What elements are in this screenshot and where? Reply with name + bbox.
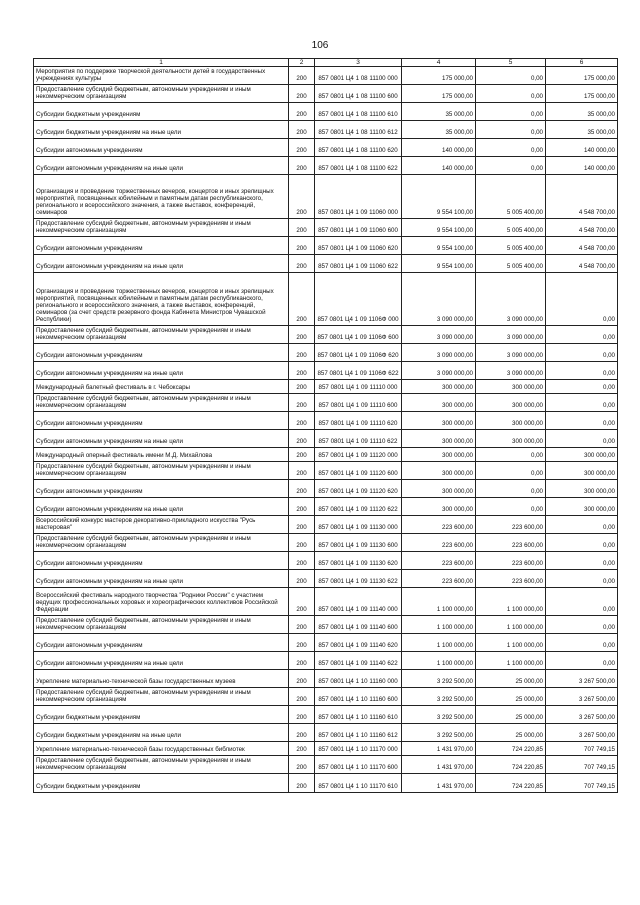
- table-row: [34, 411, 618, 429]
- budget-code-cell: 857 0801 Ц4 1 09 11140 622: [315, 651, 402, 669]
- item-name-cell: Субсидии бюджетным учреждениям: [34, 102, 289, 120]
- amount-total-cell: 300 000,00: [402, 393, 476, 411]
- amount-col6-cell: 0,00: [546, 411, 618, 429]
- table-row: [34, 120, 618, 138]
- item-name-cell: Предоставление субсидий бюджетным, автономным учреждениям и иным некоммерческим организациям: [34, 393, 289, 411]
- table-row: [34, 84, 618, 102]
- amount-total-cell: 300 000,00: [402, 379, 476, 393]
- item-name-cell: Организация и проведение торжественных вечеров, концертов и иных зрелищных мероприятий, посвященных юбилейным и памятным датам республиканского, регионального и всероссийского значения, а также выставок, конференций, семинаров: [34, 174, 289, 218]
- budget-code-cell: 857 0801 Ц4 1 09 11060 600: [315, 218, 402, 236]
- amount-total-cell: 9 554 100,00: [402, 236, 476, 254]
- item-name-cell: Субсидии автономным учреждениям: [34, 479, 289, 497]
- grbs-cell: 200: [289, 67, 315, 84]
- budget-code-cell: 857 0801 Ц4 1 08 11100 610: [315, 102, 402, 120]
- amount-total-cell: 300 000,00: [402, 447, 476, 461]
- grbs-cell: 200: [289, 615, 315, 633]
- item-name-cell: Субсидии бюджетным учреждениям на иные цели: [34, 723, 289, 741]
- amount-col5-cell: 724 220,85: [476, 773, 546, 792]
- amount-col6-cell: 0,00: [546, 587, 618, 615]
- table-row: [34, 479, 618, 497]
- item-name-cell: Предоставление субсидий бюджетным, автономным учреждениям и иным некоммерческим организациям: [34, 687, 289, 705]
- table-row: [34, 174, 618, 218]
- grbs-cell: 200: [289, 361, 315, 379]
- item-name-cell: Укрепление материально-технической базы государственных библиотек: [34, 741, 289, 755]
- item-name-cell: Субсидии автономным учреждениям на иные цели: [34, 429, 289, 447]
- table-row: [34, 156, 618, 174]
- amount-col5-cell: 1 100 000,00: [476, 633, 546, 651]
- amount-col6-cell: 0,00: [546, 325, 618, 343]
- amount-col6-cell: 0,00: [546, 633, 618, 651]
- amount-total-cell: 140 000,00: [402, 156, 476, 174]
- amount-total-cell: 300 000,00: [402, 411, 476, 429]
- amount-col5-cell: 300 000,00: [476, 429, 546, 447]
- item-name-cell: Предоставление субсидий бюджетным, автономным учреждениям и иным некоммерческим организациям: [34, 84, 289, 102]
- amount-col5-cell: 223 600,00: [476, 533, 546, 551]
- grbs-cell: 200: [289, 741, 315, 755]
- grbs-cell: 200: [289, 723, 315, 741]
- table-row: [34, 569, 618, 587]
- budget-table: [33, 58, 618, 793]
- budget-code-cell: 857 0801 Ц4 1 09 11130 600: [315, 533, 402, 551]
- amount-total-cell: 223 600,00: [402, 551, 476, 569]
- amount-total-cell: 1 100 000,00: [402, 615, 476, 633]
- budget-code-cell: 857 0801 Ц4 1 09 11130 620: [315, 551, 402, 569]
- grbs-cell: 200: [289, 429, 315, 447]
- item-name-cell: Организация и проведение торжественных вечеров, концертов и иных зрелищных мероприятий, посвященных юбилейным и памятным датам республиканского, регионального и всероссийского значения, а также выставок, конференций, семинаров (за счет средств резервного фонда Кабинета Министров Чувашской Республики): [34, 272, 289, 325]
- amount-col5-cell: 25 000,00: [476, 669, 546, 687]
- budget-code-cell: 857 0801 Ц4 1 09 11140 620: [315, 633, 402, 651]
- grbs-cell: 200: [289, 156, 315, 174]
- item-name-cell: Субсидии автономным учреждениям на иные цели: [34, 569, 289, 587]
- table-row: [34, 587, 618, 615]
- amount-col5-cell: 300 000,00: [476, 393, 546, 411]
- item-name-cell: Предоставление субсидий бюджетным, автономным учреждениям и иным некоммерческим организациям: [34, 615, 289, 633]
- amount-total-cell: 175 000,00: [402, 84, 476, 102]
- table-row: [34, 343, 618, 361]
- amount-col5-cell: 1 100 000,00: [476, 615, 546, 633]
- grbs-cell: 200: [289, 174, 315, 218]
- grbs-cell: 200: [289, 569, 315, 587]
- amount-col6-cell: 0,00: [546, 533, 618, 551]
- amount-col6-cell: 300 000,00: [546, 479, 618, 497]
- amount-col5-cell: 5 005 400,00: [476, 254, 546, 272]
- budget-code-cell: 857 0801 Ц4 1 09 11130 622: [315, 569, 402, 587]
- amount-col5-cell: 0,00: [476, 479, 546, 497]
- grbs-cell: 200: [289, 272, 315, 325]
- amount-col5-cell: 3 090 000,00: [476, 343, 546, 361]
- amount-col5-cell: 0,00: [476, 461, 546, 479]
- amount-col6-cell: 3 267 500,00: [546, 669, 618, 687]
- grbs-cell: 200: [289, 447, 315, 461]
- item-name-cell: Предоставление субсидий бюджетным, автономным учреждениям и иным некоммерческим организациям: [34, 755, 289, 773]
- amount-col5-cell: 300 000,00: [476, 411, 546, 429]
- amount-total-cell: 3 090 000,00: [402, 343, 476, 361]
- amount-col5-cell: 3 090 000,00: [476, 361, 546, 379]
- grbs-cell: 200: [289, 393, 315, 411]
- amount-total-cell: 9 554 100,00: [402, 174, 476, 218]
- amount-col6-cell: 175 000,00: [546, 84, 618, 102]
- amount-col6-cell: 0,00: [546, 615, 618, 633]
- table-row: [34, 723, 618, 741]
- grbs-cell: 200: [289, 254, 315, 272]
- budget-code-cell: 857 0801 Ц4 1 10 11160 600: [315, 687, 402, 705]
- budget-code-cell: 857 0801 Ц4 1 08 11100 612: [315, 120, 402, 138]
- grbs-cell: 200: [289, 236, 315, 254]
- amount-total-cell: 1 100 000,00: [402, 651, 476, 669]
- budget-code-cell: 857 0801 Ц4 1 10 11170 610: [315, 773, 402, 792]
- amount-col5-cell: 25 000,00: [476, 723, 546, 741]
- header-cell: 4: [402, 59, 476, 67]
- amount-col5-cell: 300 000,00: [476, 379, 546, 393]
- amount-col6-cell: 707 749,15: [546, 755, 618, 773]
- budget-code-cell: 857 0801 Ц4 1 09 1106Ф 000: [315, 272, 402, 325]
- amount-col6-cell: 0,00: [546, 393, 618, 411]
- grbs-cell: 200: [289, 533, 315, 551]
- item-name-cell: Предоставление субсидий бюджетным, автономным учреждениям и иным некоммерческим организациям: [34, 325, 289, 343]
- amount-col6-cell: 300 000,00: [546, 497, 618, 515]
- amount-col5-cell: 0,00: [476, 497, 546, 515]
- table-row: [34, 515, 618, 533]
- amount-col6-cell: 0,00: [546, 379, 618, 393]
- item-name-cell: Субсидии автономным учреждениям на иные цели: [34, 156, 289, 174]
- item-name-cell: Субсидии бюджетным учреждениям на иные цели: [34, 120, 289, 138]
- amount-total-cell: 35 000,00: [402, 120, 476, 138]
- item-name-cell: Субсидии автономным учреждениям: [34, 236, 289, 254]
- table-row: [34, 379, 618, 393]
- amount-total-cell: 1 431 970,00: [402, 773, 476, 792]
- header-cell: 2: [289, 59, 315, 67]
- amount-total-cell: 35 000,00: [402, 102, 476, 120]
- table-row: [34, 447, 618, 461]
- table-row: [34, 67, 618, 84]
- budget-code-cell: 857 0801 Ц4 1 09 11120 620: [315, 479, 402, 497]
- grbs-cell: 200: [289, 102, 315, 120]
- grbs-cell: 200: [289, 651, 315, 669]
- table-row: [34, 272, 618, 325]
- amount-col6-cell: 175 000,00: [546, 67, 618, 84]
- table-row: [34, 651, 618, 669]
- budget-code-cell: 857 0801 Ц4 1 09 1106Ф 600: [315, 325, 402, 343]
- amount-total-cell: 3 090 000,00: [402, 325, 476, 343]
- budget-code-cell: 857 0801 Ц4 1 10 11170 600: [315, 755, 402, 773]
- amount-col6-cell: 0,00: [546, 551, 618, 569]
- table-row: [34, 429, 618, 447]
- amount-total-cell: 3 292 500,00: [402, 687, 476, 705]
- grbs-cell: 200: [289, 379, 315, 393]
- amount-col6-cell: 4 548 700,00: [546, 218, 618, 236]
- amount-col6-cell: 0,00: [546, 343, 618, 361]
- budget-code-cell: 857 0801 Ц4 1 09 11120 600: [315, 461, 402, 479]
- amount-col6-cell: 35 000,00: [546, 102, 618, 120]
- amount-col6-cell: 4 548 700,00: [546, 254, 618, 272]
- amount-col6-cell: 140 000,00: [546, 138, 618, 156]
- grbs-cell: 200: [289, 687, 315, 705]
- item-name-cell: Субсидии автономным учреждениям: [34, 411, 289, 429]
- grbs-cell: 200: [289, 479, 315, 497]
- budget-code-cell: 857 0801 Ц4 1 08 11100 622: [315, 156, 402, 174]
- table-row: [34, 138, 618, 156]
- amount-col6-cell: 0,00: [546, 515, 618, 533]
- table-row: [34, 773, 618, 792]
- amount-total-cell: 3 292 500,00: [402, 723, 476, 741]
- amount-col6-cell: 3 267 500,00: [546, 723, 618, 741]
- page-number: 106: [311, 40, 329, 51]
- budget-code-cell: 857 0801 Ц4 1 09 11110 600: [315, 393, 402, 411]
- grbs-cell: 200: [289, 218, 315, 236]
- grbs-cell: 200: [289, 551, 315, 569]
- budget-code-cell: 857 0801 Ц4 1 10 11160 000: [315, 669, 402, 687]
- table-row: [34, 551, 618, 569]
- item-name-cell: Субсидии бюджетным учреждениям: [34, 705, 289, 723]
- grbs-cell: 200: [289, 461, 315, 479]
- amount-col6-cell: 0,00: [546, 361, 618, 379]
- amount-col6-cell: 0,00: [546, 651, 618, 669]
- header-cell: 1: [34, 59, 289, 67]
- budget-code-cell: 857 0801 Ц4 1 09 11110 622: [315, 429, 402, 447]
- item-name-cell: Субсидии автономным учреждениям: [34, 343, 289, 361]
- table-row: [34, 393, 618, 411]
- table-row: [34, 533, 618, 551]
- budget-code-cell: 857 0801 Ц4 1 10 11160 612: [315, 723, 402, 741]
- amount-col5-cell: 5 005 400,00: [476, 218, 546, 236]
- amount-col5-cell: 3 090 000,00: [476, 272, 546, 325]
- table-row: [34, 741, 618, 755]
- item-name-cell: Всероссийский конкурс мастеров декоративно-прикладного искусства "Русь мастеровая": [34, 515, 289, 533]
- amount-col6-cell: 0,00: [546, 429, 618, 447]
- amount-total-cell: 223 600,00: [402, 569, 476, 587]
- table-row: [34, 461, 618, 479]
- grbs-cell: 200: [289, 343, 315, 361]
- amount-col6-cell: 4 548 700,00: [546, 174, 618, 218]
- amount-total-cell: 1 431 970,00: [402, 755, 476, 773]
- amount-col5-cell: 0,00: [476, 67, 546, 84]
- amount-col5-cell: 0,00: [476, 84, 546, 102]
- amount-col5-cell: 0,00: [476, 102, 546, 120]
- grbs-cell: 200: [289, 515, 315, 533]
- amount-total-cell: 223 600,00: [402, 515, 476, 533]
- item-name-cell: Предоставление субсидий бюджетным, автономным учреждениям и иным некоммерческим организациям: [34, 533, 289, 551]
- amount-total-cell: 1 100 000,00: [402, 633, 476, 651]
- item-name-cell: Субсидии бюджетным учреждениям: [34, 773, 289, 792]
- amount-col5-cell: 1 100 000,00: [476, 587, 546, 615]
- amount-total-cell: 9 554 100,00: [402, 254, 476, 272]
- budget-code-cell: 857 0801 Ц4 1 09 11060 620: [315, 236, 402, 254]
- grbs-cell: 200: [289, 587, 315, 615]
- table-row: [34, 615, 618, 633]
- grbs-cell: 200: [289, 705, 315, 723]
- grbs-cell: 200: [289, 411, 315, 429]
- amount-col5-cell: 3 090 000,00: [476, 325, 546, 343]
- amount-col6-cell: 300 000,00: [546, 447, 618, 461]
- amount-total-cell: 3 090 000,00: [402, 272, 476, 325]
- amount-total-cell: 300 000,00: [402, 497, 476, 515]
- budget-code-cell: 857 0801 Ц4 1 10 11170 000: [315, 741, 402, 755]
- amount-col6-cell: 140 000,00: [546, 156, 618, 174]
- amount-col5-cell: 223 600,00: [476, 551, 546, 569]
- amount-total-cell: 175 000,00: [402, 67, 476, 84]
- budget-code-cell: 857 0801 Ц4 1 09 1106Ф 622: [315, 361, 402, 379]
- grbs-cell: 200: [289, 497, 315, 515]
- table-row: [34, 102, 618, 120]
- budget-code-cell: 857 0801 Ц4 1 09 11140 000: [315, 587, 402, 615]
- grbs-cell: 200: [289, 755, 315, 773]
- table-row: [34, 669, 618, 687]
- amount-col5-cell: 724 220,85: [476, 755, 546, 773]
- amount-col6-cell: 3 267 500,00: [546, 705, 618, 723]
- item-name-cell: Предоставление субсидий бюджетным, автономным учреждениям и иным некоммерческим организациям: [34, 218, 289, 236]
- budget-code-cell: 857 0801 Ц4 1 09 11110 000: [315, 379, 402, 393]
- amount-col5-cell: 0,00: [476, 138, 546, 156]
- budget-code-cell: 857 0801 Ц4 1 08 11100 600: [315, 84, 402, 102]
- amount-total-cell: 1 100 000,00: [402, 587, 476, 615]
- budget-code-cell: 857 0801 Ц4 1 08 11100 620: [315, 138, 402, 156]
- amount-total-cell: 300 000,00: [402, 479, 476, 497]
- grbs-cell: 200: [289, 84, 315, 102]
- amount-col6-cell: 35 000,00: [546, 120, 618, 138]
- header-cell: 5: [476, 59, 546, 67]
- table-row: [34, 325, 618, 343]
- table-row: [34, 361, 618, 379]
- amount-col6-cell: 300 000,00: [546, 461, 618, 479]
- amount-col6-cell: 3 267 500,00: [546, 687, 618, 705]
- budget-code-cell: 857 0801 Ц4 1 08 11100 000: [315, 67, 402, 84]
- item-name-cell: Субсидии автономным учреждениям на иные цели: [34, 361, 289, 379]
- amount-col5-cell: 0,00: [476, 447, 546, 461]
- item-name-cell: Предоставление субсидий бюджетным, автономным учреждениям и иным некоммерческим организациям: [34, 461, 289, 479]
- item-name-cell: Субсидии автономным учреждениям: [34, 633, 289, 651]
- item-name-cell: Международный балетный фестиваль в г. Чебоксары: [34, 379, 289, 393]
- table-row: [34, 218, 618, 236]
- table-row: [34, 254, 618, 272]
- amount-col6-cell: 0,00: [546, 569, 618, 587]
- item-name-cell: Международный оперный фестиваль имени М.Д. Михайлова: [34, 447, 289, 461]
- amount-total-cell: 300 000,00: [402, 461, 476, 479]
- item-name-cell: Субсидии автономным учреждениям на иные цели: [34, 651, 289, 669]
- amount-col5-cell: 223 600,00: [476, 569, 546, 587]
- grbs-cell: 200: [289, 120, 315, 138]
- item-name-cell: Всероссийский фестиваль народного творчества "Родники России" с участием ведущих профессиональных хоровых и хореографических коллективов Российской Федерации: [34, 587, 289, 615]
- budget-code-cell: 857 0801 Ц4 1 09 11120 000: [315, 447, 402, 461]
- amount-col5-cell: 724 220,85: [476, 741, 546, 755]
- amount-col6-cell: 707 749,15: [546, 741, 618, 755]
- table-row: [34, 633, 618, 651]
- header-cell: 6: [546, 59, 618, 67]
- header-cell: 3: [315, 59, 402, 67]
- amount-col6-cell: 0,00: [546, 272, 618, 325]
- header-row: [34, 59, 618, 67]
- budget-code-cell: 857 0801 Ц4 1 09 1106Ф 620: [315, 343, 402, 361]
- table-row: [34, 687, 618, 705]
- item-name-cell: Субсидии автономным учреждениям: [34, 138, 289, 156]
- budget-code-cell: 857 0801 Ц4 1 09 11060 622: [315, 254, 402, 272]
- grbs-cell: 200: [289, 773, 315, 792]
- amount-col5-cell: 0,00: [476, 120, 546, 138]
- grbs-cell: 200: [289, 138, 315, 156]
- amount-col5-cell: 1 100 000,00: [476, 651, 546, 669]
- amount-col5-cell: 5 005 400,00: [476, 236, 546, 254]
- amount-total-cell: 300 000,00: [402, 429, 476, 447]
- amount-col6-cell: 4 548 700,00: [546, 236, 618, 254]
- amount-col5-cell: 5 005 400,00: [476, 174, 546, 218]
- table-row: [34, 236, 618, 254]
- amount-total-cell: 9 554 100,00: [402, 218, 476, 236]
- budget-code-cell: 857 0801 Ц4 1 09 11110 620: [315, 411, 402, 429]
- budget-code-cell: 857 0801 Ц4 1 09 11060 000: [315, 174, 402, 218]
- amount-total-cell: 223 600,00: [402, 533, 476, 551]
- budget-code-cell: 857 0801 Ц4 1 09 11130 000: [315, 515, 402, 533]
- item-name-cell: Субсидии автономным учреждениям на иные цели: [34, 497, 289, 515]
- amount-total-cell: 3 292 500,00: [402, 705, 476, 723]
- amount-col6-cell: 707 749,15: [546, 773, 618, 792]
- grbs-cell: 200: [289, 669, 315, 687]
- amount-col5-cell: 0,00: [476, 156, 546, 174]
- grbs-cell: 200: [289, 633, 315, 651]
- item-name-cell: Субсидии автономным учреждениям на иные цели: [34, 254, 289, 272]
- amount-total-cell: 3 292 500,00: [402, 669, 476, 687]
- item-name-cell: Укрепление материально-технической базы государственных музеев: [34, 669, 289, 687]
- amount-col5-cell: 223 600,00: [476, 515, 546, 533]
- table-row: [34, 705, 618, 723]
- item-name-cell: Субсидии автономным учреждениям: [34, 551, 289, 569]
- amount-total-cell: 3 090 000,00: [402, 361, 476, 379]
- amount-col5-cell: 25 000,00: [476, 687, 546, 705]
- amount-col5-cell: 25 000,00: [476, 705, 546, 723]
- table-row: [34, 497, 618, 515]
- table-row: [34, 755, 618, 773]
- amount-total-cell: 1 431 970,00: [402, 741, 476, 755]
- amount-total-cell: 140 000,00: [402, 138, 476, 156]
- budget-code-cell: 857 0801 Ц4 1 09 11120 622: [315, 497, 402, 515]
- budget-code-cell: 857 0801 Ц4 1 10 11160 610: [315, 705, 402, 723]
- grbs-cell: 200: [289, 325, 315, 343]
- budget-code-cell: 857 0801 Ц4 1 09 11140 600: [315, 615, 402, 633]
- item-name-cell: Мероприятия по поддержке творческой деятельности детей в государственных учреждениях культуры: [34, 67, 289, 84]
